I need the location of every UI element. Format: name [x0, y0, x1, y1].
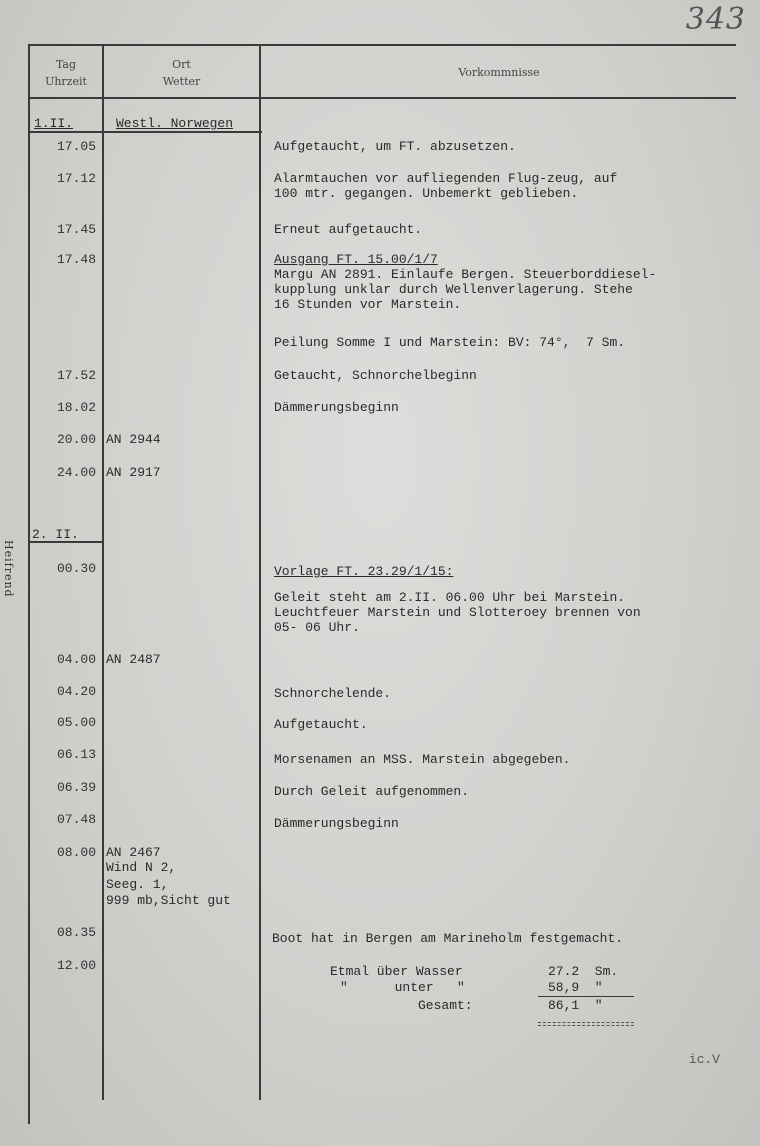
etmal-value: 58,9 "	[548, 980, 603, 995]
place-cell: AN 2467	[106, 845, 161, 860]
day1-rule	[30, 131, 262, 133]
header-ort: Ort	[172, 58, 191, 71]
etmal-label: Gesamt:	[418, 998, 473, 1013]
place-cell: Wind N 2,	[106, 860, 177, 875]
etmal-label: " unter "	[340, 980, 465, 995]
left-border	[28, 44, 30, 1124]
time-cell: 17.52	[56, 368, 96, 383]
page-number: 343	[685, 2, 746, 37]
day-label: 2. II.	[32, 527, 79, 542]
top-rule	[30, 44, 736, 46]
event-heading: Vorlage FT. 23.29/1/15:	[274, 564, 454, 579]
header-tag: Tag	[55, 58, 77, 71]
event-text: Boot hat in Bergen am Marineholm festgemacht.	[272, 931, 624, 946]
event-text: Alarmtauchen vor aufliegenden Flug-zeug, auf	[274, 171, 618, 186]
time-cell: 17.45	[56, 222, 96, 237]
event-text: Getaucht, Schnorchelbeginn	[274, 368, 477, 383]
event-text: Erneut aufgetaucht.	[274, 222, 423, 237]
event-text: Peilung Somme I und Marstein: BV: 74°, 7 Sm.	[274, 335, 626, 350]
header-vorkommnisse: Vorkommnisse	[458, 66, 540, 79]
event-text: 05- 06 Uhr.	[274, 620, 360, 635]
col-divider-1	[102, 44, 104, 1100]
time-cell: 04.00	[56, 652, 96, 667]
event-text: Aufgetaucht.	[274, 717, 368, 732]
event-text: Dämmerungsbeginn	[274, 400, 399, 415]
place-cell: Seeg. 1,	[106, 877, 169, 892]
event-text: Morsenamen an MSS. Marstein abgegeben.	[274, 752, 571, 767]
time-cell: 17.48	[56, 252, 96, 267]
event-text: 100 mtr. gegangen. Unbemerkt geblieben.	[274, 186, 579, 201]
time-cell: 05.00	[56, 715, 96, 730]
time-cell: 24.00	[56, 465, 96, 480]
etmal-value: 27.2 Sm.	[548, 964, 619, 979]
time-cell: 08.35	[56, 925, 96, 940]
header-col-place	[104, 56, 259, 90]
time-cell: 18.02	[56, 400, 96, 415]
event-text: Schnorchelende.	[274, 686, 392, 701]
etmal-label: Etmal über Wasser	[330, 964, 463, 979]
total-double-rule-2	[538, 1025, 634, 1026]
col-divider-2	[259, 44, 261, 1100]
etmal-value: 86,1 "	[548, 998, 603, 1013]
time-cell: 12.00	[56, 958, 96, 973]
time-cell: 06.13	[56, 747, 96, 762]
time-cell: 20.00	[56, 432, 96, 447]
time-cell: 06.39	[56, 780, 96, 795]
header-col-time	[30, 56, 102, 90]
place-cell: 999 mb,Sicht gut	[106, 893, 231, 908]
header-rule	[30, 97, 736, 99]
time-cell: 17.05	[56, 139, 96, 154]
event-text: kupplung unklar durch Wellenverlagerung. Stehe	[274, 282, 633, 297]
header-wetter: Wetter	[162, 75, 201, 88]
place-cell: AN 2917	[106, 465, 161, 480]
time-cell: 08.00	[56, 845, 96, 860]
event-text: 16 Stunden vor Marstein.	[274, 297, 462, 312]
event-heading: Ausgang FT. 15.00/1/7	[274, 252, 438, 267]
place-label: Westl. Norwegen	[116, 116, 234, 131]
event-text: Geleit steht am 2.II. 06.00 Uhr bei Marstein.	[274, 590, 626, 605]
time-cell: 07.48	[56, 812, 96, 827]
event-text: Margu AN 2891. Einlaufe Bergen. Steuerborddiesel-	[274, 267, 657, 282]
total-double-rule	[538, 1022, 634, 1023]
time-cell: 00.30	[56, 561, 96, 576]
event-text: Aufgetaucht, um FT. abzusetzen.	[274, 139, 516, 154]
day-label: 1.II.	[34, 116, 74, 131]
stamp-mark: ic.V	[688, 1052, 720, 1067]
side-label: Heifrend	[2, 540, 15, 598]
place-cell: AN 2487	[106, 652, 161, 667]
place-cell: AN 2944	[106, 432, 161, 447]
sum-rule	[538, 996, 634, 997]
event-text: Durch Geleit aufgenommen.	[274, 784, 470, 799]
event-text: Dämmerungsbeginn	[274, 816, 399, 831]
event-text: Leuchtfeuer Marstein und Slotteroey brennen von	[274, 605, 641, 620]
time-cell: 04.20	[56, 684, 96, 699]
time-cell: 17.12	[56, 171, 96, 186]
header-uhrzeit: Uhrzeit	[45, 75, 87, 88]
